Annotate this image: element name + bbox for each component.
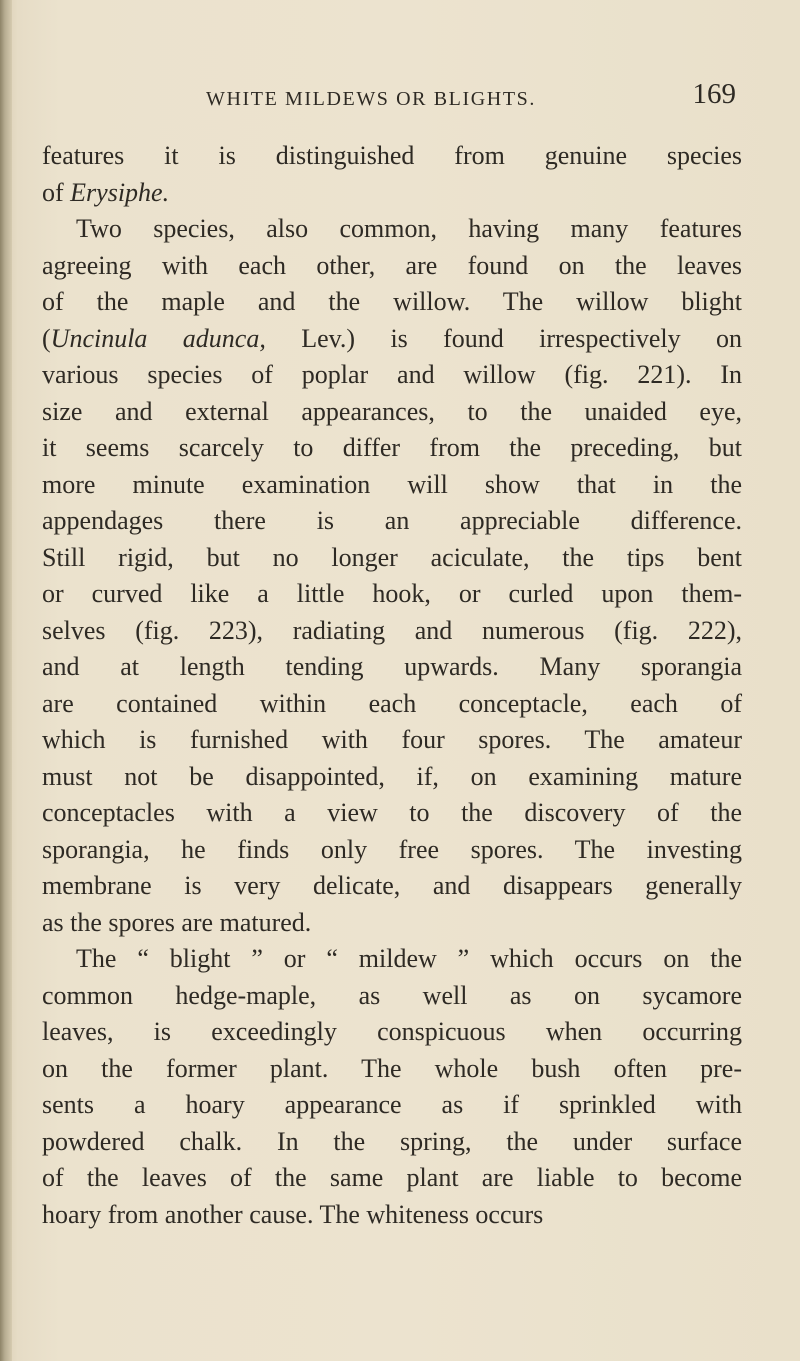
running-head: WHITE MILDEWS OR BLIGHTS. [206,88,536,110]
text-line [42,759,742,796]
text-run: agreeing with each other, are found on the leaves [42,250,742,280]
text-run: Still rigid, but no longer aciculate, the tips bent [42,542,742,572]
text-run: of the maple and the willow. The willow blight [42,287,742,316]
text-run: common hedge-maple, as well as on sycamore [42,980,742,1010]
text-run: features it is distinguished from genuine species [42,141,742,170]
text-run: appendages there is an appreciable difference. [42,506,742,535]
text-run: membrane is very delicate, and disappears generally [42,871,742,900]
text-line [42,868,742,905]
text-line [42,284,742,321]
text-run: which is furnished with four spores. The amateur [42,725,742,754]
text-run: hoary from another cause. The whiteness occurs [42,1199,544,1229]
text-line [42,1051,742,1088]
text-line [42,540,742,577]
book-gutter [0,0,12,1361]
text-run: size and external appearances, to the unaided eye, [42,396,742,426]
text-run: powdered chalk. In the spring, the under surface [42,1126,742,1156]
text-line [42,357,742,394]
text-line [42,941,742,978]
page-header [206,78,736,118]
text-line [42,1197,742,1234]
text-line [42,905,742,942]
text-run: or curved like a little hook, or curled upon them- [42,579,742,608]
page-number: 169 [692,78,736,110]
text-line [42,1160,742,1197]
text-run: sporangia, he finds only free spores. The investing [42,834,742,864]
text-line [42,613,742,650]
text-run: on the former plant. The whole bush often pre- [42,1053,742,1083]
text-run: various species of poplar and willow (fig. 221). In [42,360,742,389]
text-line [42,467,742,504]
italic-text-run: Erysiphe. [70,177,170,207]
text-line [42,576,742,613]
text-line [42,248,742,285]
text-run: sents a hoary appearance as if sprinkled with [42,1090,742,1119]
text-run: and at length tending upwards. Many sporangia [42,652,742,681]
text-run: The “ blight ” or “ mildew ” which occurs on the [76,944,742,973]
text-run: as the spores are matured. [42,907,312,937]
text-line [42,1014,742,1051]
text-line [42,722,742,759]
text-run: selves (fig. 223), radiating and numerous (fig. 222), [42,615,742,645]
text-run: more minute examination will show that in the [42,469,742,499]
text-line [42,503,742,540]
text-run: Two species, also common, having many features [76,214,742,243]
text-run: ( [42,323,51,353]
text-run: conceptacles with a view to the discovery of the [42,798,742,827]
text-run: must not be disappointed, if, on examining mature [42,761,742,791]
text-run: are contained within each conceptacle, each of [42,688,742,718]
text-run: leaves, is exceedingly conspicuous when occurring [42,1017,742,1046]
text-line [42,321,742,358]
text-line [42,175,742,212]
text-line [42,832,742,869]
text-run: Lev.) is found irrespectively on [265,323,742,353]
text-line [42,795,742,832]
text-line [42,211,742,248]
text-run: of the leaves of the same plant are liable to become [42,1163,742,1192]
text-line [42,978,742,1015]
text-run: of [42,177,71,207]
body-text [42,138,742,1233]
text-line [42,1124,742,1161]
text-line [42,649,742,686]
text-run: it seems scarcely to differ from the preceding, but [42,433,742,462]
text-line [42,430,742,467]
text-line [42,686,742,723]
text-line [42,138,742,175]
text-line [42,1087,742,1124]
italic-text-run: Uncinula adunca, [50,323,266,353]
text-line [42,394,742,431]
